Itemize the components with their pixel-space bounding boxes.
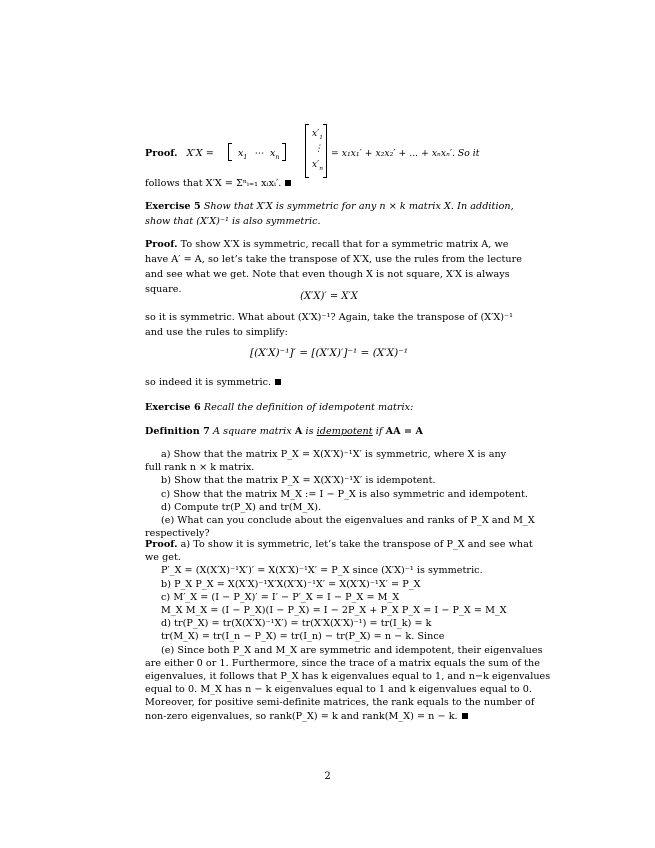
qed-square bbox=[462, 713, 468, 719]
proof-1-rhs: = x₁x₁′ + x₂x₂′ + ... + xₙxₙ′. So it bbox=[331, 148, 480, 159]
questions: a) Show that the matrix P_X = X(X′X)⁻¹X′ is symmetric, where X is any full rank n × k matrix. b) Show that the matrix P_X = X(X′X)⁻¹X′ is idempotent. c) Show that the matrix M_X := I − P_X is also symmetric and idempotent. d) Compute tr(P_X) and tr(M_X). (e) What can you conclude about the eigenvalues and ranks of P_X and M_X respectively? bbox=[145, 449, 535, 540]
column-vector: $x'_1$ ⋮ $x'_n$ bbox=[305, 124, 327, 180]
page-number: 2 bbox=[324, 771, 331, 782]
document-page: Proof. X′X = $x_1$ ⋯ $x_n$ $x'_1$ ⋮ $x'_n$ = x₁x₁′ + x₂x₂′ + ... + xₙxₙ′. So it follows that X′X = Σⁿᵢ₌₁ xᵢxᵢ′. Exercise 5 Show that X′X is symmetric for any n × k matrix X. In addition, show that (X′X)⁻¹ is also symmetric. Proof. To show X′X is symmetric, recall that for a symmetric matrix A, we have A′ = A, so let’s take the transpose of X′X, use the rules from the lecture and see what we get. Note that even though X is not square, X′X is always square. (X′X)′ = X′X so it is symmetric. What about (X′X)⁻¹? Again, take the transpose of (X′X)⁻¹ and use the rules to simplify: [(X′X)⁻¹]′ = [(X′X)′]⁻¹ = (X′X)⁻¹ so indeed it is symmetric. Exercise 6 Recall the definition of idempotent matrix: Definition 7 A square matrix A is idempotent if AA = A a) Show that the matrix P_X = X(X′X)⁻¹X′ is symmetric, where X is any full rank n × k matrix. b) Show that the matrix P_X = X(X′X)⁻¹X′ is idempotent. c) Show that the matrix M_X := I − P_X is also symmetric and idempotent. d) Compute tr(P_X) and tr(M_X). (e) What can you conclude about the eigenvalues and ranks of P_X and M_X respectively? Proof. a) To show it is symmetric, let’s take the transpose of P_X and see what we get. P′_X = (X(X′X)⁻¹X′)′ = X(X′X)⁻¹X′ = P_X since (X′X)⁻¹ is symmetric. b) P_X P_X = X(X′X)⁻¹X′X(X′X)⁻¹X′ = X(X′X)⁻¹X′ = P_X c) M′_X = (I − P_X)′ = I′ − P′_X = I − P_X = M_X M_X M_X = (I − P_X)(I − P_X) = I − 2P_X + P_X P_X = I − P_X = M_X d) tr(P_X) = tr(X(X′X)⁻¹X′) = tr(X′X(X′X)⁻¹) = tr(I_k) = k tr(M_X) = tr(I_n − P_X) = tr(I_n) − tr(P_X) = n − k. Since (e) Since both P_X and M_X are symmetric and idempotent, their eigenvalues are either 0 or 1. Furthermore, since the trace of a matrix equals the sum of the eigenvalues, it follows that P_X has k eigenvalues equal to 1, and n−k eigenvalues equal to 0. M_X has n − k eigenvalues equal to 1 and k eigenvalues equal to 0. Moreover, for positive semi-definite matrices, the rank equals to the number of non-zero eigenvalues, so rank(P_X) = k and rank(M_X) = n − k. 2 bbox=[0, 0, 655, 848]
proof-1-line2: follows that X′X = Σⁿᵢ₌₁ xᵢxᵢ′. bbox=[145, 178, 282, 189]
exercise-6: Exercise 6 Recall the definition of idempotent matrix: bbox=[145, 402, 414, 413]
proof-1-lhs: X′X = bbox=[186, 148, 214, 159]
proof-label: Proof. bbox=[145, 148, 178, 159]
qed-square bbox=[275, 379, 281, 385]
qed-square bbox=[285, 180, 291, 186]
solution: Proof. a) To show it is symmetric, let’s take the transpose of P_X and see what we get. P′_X = (X(X′X)⁻¹X′)′ = X(X′X)⁻¹X′ = P_X since (X′X)⁻¹ is symmetric. b) P_X P_X = X(X′X)⁻¹X′X(X′X)⁻¹X′ = X(X′X)⁻¹X′ = P_X c) M′_X = (I − P_X)′ = I′ − P′_X = I − P_X = M_X M_X M_X = (I − P_X)(I − P_X) = I − 2P_X + P_X P_X = I − P_X = M_X d) tr(P_X) = tr(X(X′X)⁻¹X′) = tr(X′X(X′X)⁻¹) = tr(I_k) = k tr(M_X) = tr(I_n − P_X) = tr(I_n) − tr(P_X) = n − k. Since (e) Since both P_X and M_X are symmetric and idempotent, their eigenvalues are either 0 or 1. Furthermore, since the trace of a matrix equals the sum of the eigenvalues, it follows that P_X has k eigenvalues equal to 1, and n−k eigenvalues equal to 0. M_X has n − k eigenvalues equal to 1 and k eigenvalues equal to 0. Moreover, for positive semi-definite matrices, the rank equals to the number of non-zero eigenvalues, so rank(P_X) = k and rank(M_X) = n − k. bbox=[145, 539, 551, 722]
proof-1 bbox=[145, 129, 513, 193]
equation-1: (X′X)′ = X′X bbox=[300, 291, 358, 302]
proof-2: Proof. To show X′X is symmetric, recall that for a symmetric matrix A, we have A′ = A, so let’s take the transpose of X′X, use the rules from the lecture and see what we get. Note that even though X is not square, X′X is always square. bbox=[145, 239, 522, 295]
exercise-5: Exercise 5 Show that X′X is symmetric for any n × k matrix X. In addition, show that (X′X)⁻¹ is also symmetric. bbox=[145, 201, 514, 227]
equation-2: [(X′X)⁻¹]′ = [(X′X)′]⁻¹ = (X′X)⁻¹ bbox=[250, 347, 408, 359]
row-vector: $x_1$ ⋯ $x_n$ bbox=[228, 143, 286, 163]
definition-7: Definition 7 A square matrix A is idempotent if AA = A bbox=[145, 426, 423, 437]
